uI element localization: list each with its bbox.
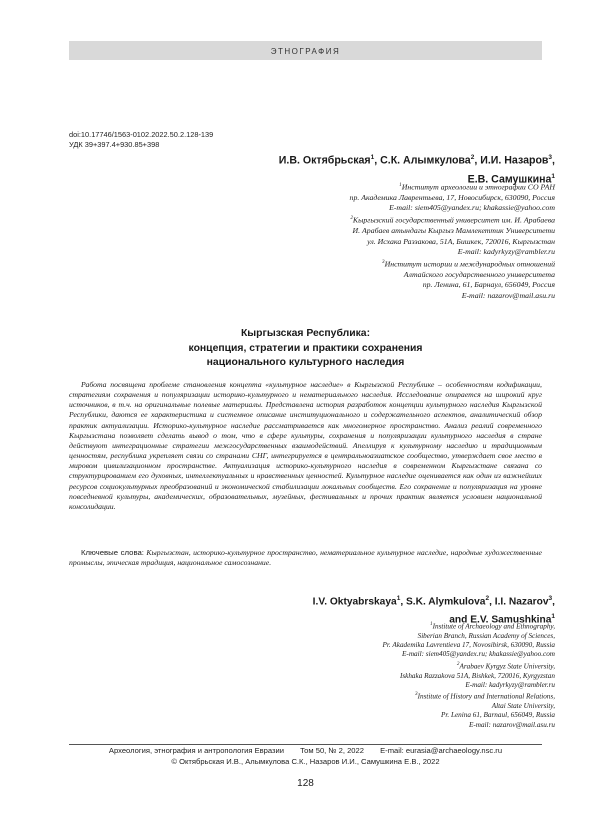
affiliation-en-line <box>383 660 555 672</box>
title-line1: Кыргызская Республика: <box>240 328 371 339</box>
author-ru-2-sup: 2 <box>470 154 475 161</box>
authors-ru-line1: И.В. Октябрьская$^1$, С.К. Алымкулова$^2$, И.И. Назаров$^3$, <box>278 154 555 167</box>
affiliation-ru-line <box>350 291 555 301</box>
affiliation-ru-line <box>350 213 555 226</box>
affiliation-en-line <box>383 672 555 681</box>
affiliation-en-text: Pr. Lenina 61, Barnaul, 656049, Russia <box>440 711 555 720</box>
authors-en-and: and <box>449 614 468 626</box>
affiliation-ru-text: Институт истории и международных отношений <box>384 259 555 269</box>
section-header <box>69 41 542 60</box>
copyright: © Октябрьская И.В., Алымкулова С.К., Назаров И.И., Самушкина Е.В., 2022 <box>171 756 440 766</box>
doi[interactable]: doi:10.17746/1563-0102.2022.50.2.128-139 <box>69 130 214 139</box>
author-en-1-sup: 1 <box>396 595 401 602</box>
author-en-3: I.I. Nazarov <box>494 596 549 608</box>
affiliation-en-line <box>383 721 555 730</box>
journal-email[interactable]: E-mail: eurasia@archaeology.nsc.ru <box>380 746 503 755</box>
author-en-2-sup: 2 <box>485 595 490 602</box>
affiliation-ru-line <box>350 193 555 203</box>
section-title: ЭТНОГРАФИЯ <box>270 47 341 56</box>
affiliation-en-text: Altai State University, <box>491 701 555 710</box>
affiliation-ru-text[interactable]: E-mail: nazarov@mail.asu.ru <box>461 290 555 300</box>
journal-footer <box>69 746 542 767</box>
article-title <box>69 327 542 371</box>
author-en-4: E.V. Samushkina <box>470 614 552 626</box>
affiliation-en-line <box>383 620 555 632</box>
affiliation-en-text: Institute of History and International Relations, <box>417 692 555 701</box>
affiliation-ru-sup: 3 <box>381 259 385 266</box>
author-ru-4: Е.В. Самушкина <box>467 173 552 186</box>
affiliation-ru-text: Кыргызский государственный университет им. И. Арабаева <box>352 216 555 226</box>
title-line3: национального культурного наследия <box>206 357 405 368</box>
keywords-text: Кыргызстан, историко-культурное пространство, нематериальное культурное наследие, народные художественные промыслы, эпическая традиция, национальное самосознание. <box>69 548 542 568</box>
affiliation-en-line <box>383 681 555 690</box>
affiliation-ru-sup: 2 <box>350 215 353 222</box>
authors-en-line1: I.V. Oktyabrskaya$^1$, S.K. Alymkulova$^2$, I.I. Nazarov$^3$, <box>312 595 555 608</box>
affiliation-ru-text: пр. Ленина, 61, Барнаул, 656049, Россия <box>422 280 555 290</box>
journal-name: Археология, этнография и антропология Евразии <box>108 746 284 755</box>
affiliation-ru-line <box>350 247 555 257</box>
author-ru-4-sup: 1 <box>551 172 555 180</box>
affiliation-ru-line <box>350 270 555 280</box>
affiliation-ru-text: Институт археологии и этнографии СО РАН <box>401 182 555 192</box>
affiliation-en-text: Arabaev Kyrgyz State University, <box>459 662 555 671</box>
affiliation-ru-sup: 1 <box>399 182 402 188</box>
affiliation-ru-text: пр. Академика Лаврентьева, 17, Новосибирск, 630090, Россия <box>349 192 555 202</box>
affiliation-en-line <box>383 650 555 659</box>
author-ru-1: И.В. Октябрьская <box>278 154 371 167</box>
affiliations-en <box>383 620 555 730</box>
affiliation-ru-text: И. Арабаев атындагы Кыргыз Мамлекеттик Университети <box>352 226 555 236</box>
abstract: Работа посвящена проблеме становления концепта «культурное наследие» в Кыргызской Республике – особенностям кодификации, стратегиям сохранения и популяризации историко-культурного и нематериального наследия. Исследование опирается на широкий круг источников, в т.ч. на оригинальные полевые материалы. Представлена история разработок концепции культурного наследия Кыргызской Республики, даются ее характеристика и системное описание институционального и содержательного аспектов, аналитический обзор практик актуализации. Историко-культурное наследие рассматривается как многомерное пространство. Анализ реалий современного Кыргызстана позволяет сделать вывод о том, что в сфере культуры, сохранения и популяризации культурного наследия в стране действуют интеграционные стратегии межгосударственных взаимодействий. Апеллируя к культурному наследию и традиционным ценностям, республика укрепляет связи со странами СНГ, интегрируется в центральноазиатское сообщество, утверждает свое место в мировом цивилизационном пространстве. Актуализация историко-культурного наследия в современном Кыргызстане связана со структурированием его духовных, интеллектуальных и нравственных ценностей. Культурное наследие оценивается как один из важнейших ресурсов социокультурных преобразований и экономической стабилизации локальных сообществ. Его сохранение и популяризация на уровне повседневной культуры, академических, образовательных, музейных, фестивальных и прочих практик является условием национальной консолидации. <box>69 380 542 511</box>
affiliation-en-text: Siberian Branch, Russian Academy of Sciences, <box>417 631 555 640</box>
author-ru-3-sup: 3 <box>548 154 553 161</box>
affiliation-ru-text: Алтайского государственного университета <box>403 270 555 280</box>
affiliation-en-sup: 2 <box>456 660 460 667</box>
author-ru-2: С.К. Алымкулова <box>380 154 471 167</box>
affiliation-en-line <box>383 702 555 711</box>
journal-volume: Том 50, № 2, 2022 <box>300 746 364 755</box>
footer-rule <box>69 744 542 745</box>
affiliation-en-text: Institute of Archaeology and Ethnography, <box>432 622 555 631</box>
affiliation-ru-line <box>350 203 555 213</box>
keywords-label: Ключевые слова: <box>81 548 144 557</box>
keywords <box>69 548 542 568</box>
title-line2: концепция, стратегии и практики сохранения <box>188 342 423 354</box>
journal-line <box>69 746 542 757</box>
author-en-4-sup: 1 <box>551 612 555 620</box>
affiliation-ru-line <box>350 226 555 236</box>
affiliation-ru-line <box>350 180 555 193</box>
affiliation-ru-line <box>350 257 555 270</box>
udk: УДК 39+397.4+930.85+398 <box>69 140 160 149</box>
affiliation-en-line <box>383 632 555 641</box>
affiliation-ru-text[interactable]: E-mail: siem405@yandex.ru; khakassie@yahoo.com <box>389 203 555 213</box>
author-ru-3: И.И. Назаров <box>480 154 549 167</box>
author-en-1: I.V. Oktyabrskaya <box>312 596 397 608</box>
affiliation-ru-line <box>350 280 555 290</box>
affiliation-en-text: Iskhaka Razzakova 51A, Bishkek, 720016, Kyrgyzstan <box>399 671 555 680</box>
affiliation-en-line <box>383 641 555 650</box>
affiliation-en-line <box>383 711 555 720</box>
affiliation-ru-text[interactable]: E-mail: kadyrkyzy@rambler.ru <box>457 246 555 256</box>
author-ru-1-sup: 1 <box>370 154 375 161</box>
author-en-3-sup: 3 <box>548 595 553 602</box>
affiliation-en-text[interactable]: E-mail: kadyrkyzy@rambler.ru <box>465 680 555 689</box>
affiliation-ru-text: ул. Исхака Раззакова, 51А, Бишкек, 720016, Кыргызстан <box>367 236 555 246</box>
author-en-2: S.K. Alymkulova <box>405 596 486 608</box>
affiliation-en-text[interactable]: E-mail: nazarov@mail.asu.ru <box>468 720 555 729</box>
affiliation-en-text: Pr. Akademika Lavrentieva 17, Novosibirsk, 630090, Russia <box>382 641 555 650</box>
affiliation-en-line <box>383 690 555 702</box>
page-number: 128 <box>297 778 314 789</box>
affiliation-en-sup: 1 <box>430 621 433 627</box>
affiliations-ru <box>350 180 555 301</box>
affiliation-ru-line <box>350 237 555 247</box>
affiliation-en-text[interactable]: E-mail: siem405@yandex.ru; khakassie@yahoo.com <box>402 650 555 659</box>
affiliation-en-sup: 3 <box>415 691 418 698</box>
